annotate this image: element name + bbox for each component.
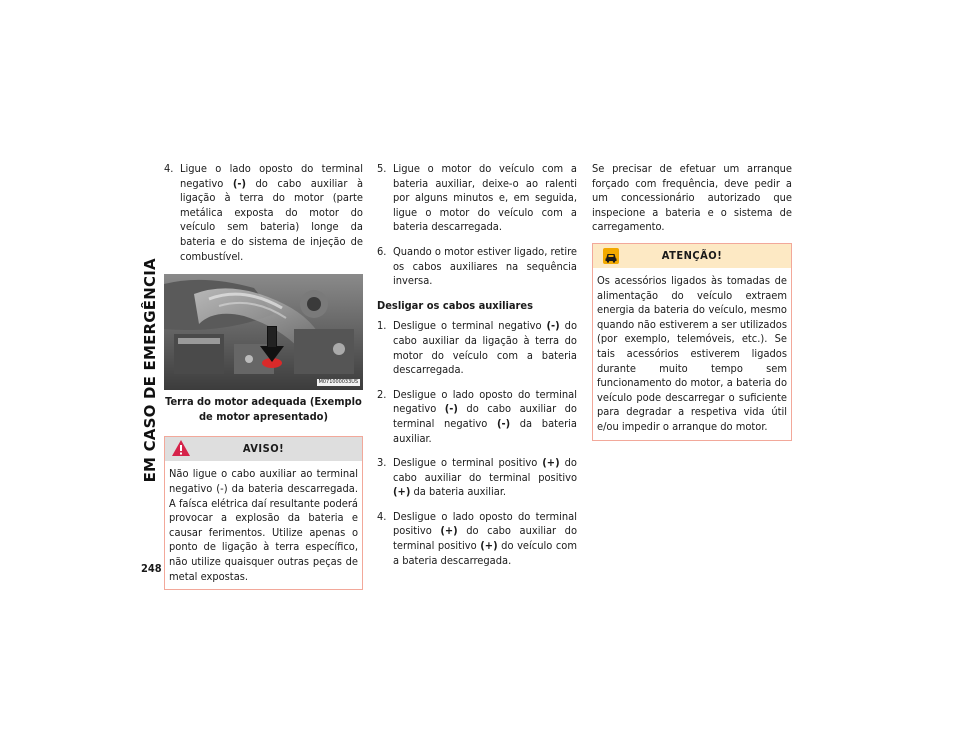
engine-photo-illustration [164, 274, 363, 390]
list-item [377, 510, 577, 568]
atencao-header [593, 244, 791, 268]
atencao-caution-box [592, 243, 792, 441]
aviso-title: AVISO! [242, 442, 285, 456]
column-2 [377, 162, 577, 578]
list-item [377, 162, 577, 235]
list-item [164, 162, 363, 264]
atencao-title: ATENÇÃO! [661, 248, 723, 262]
step-number: 6. [377, 244, 387, 258]
aviso-body: Não ligue o cabo auxiliar ao terminal negativo (-) da bateria descarregada. A faísca elétrica daí resultante poderá provocar a explosão da bateria e causar ferimentos. Utilize apenas o ponto de ligação à terra específico, não utilize quaisquer outras peças de metal expostas. [169, 467, 358, 583]
step-list [377, 162, 577, 289]
step-text: Quando o motor estiver ligado, retire os cabos auxiliares na sequência inversa. [393, 244, 577, 288]
list-item [377, 319, 577, 377]
step-text: Desligue o lado oposto do terminal positivo (+) do cabo auxiliar do terminal positivo (+) do veículo com a bateria descarregada. [393, 509, 577, 567]
engine-ground-photo [164, 274, 363, 390]
vehicle-caution-icon [603, 248, 619, 273]
page-number: 248 [141, 562, 162, 575]
step-text: Desligue o terminal positivo (+) do cabo auxiliar do terminal positivo (+) da bateria auxiliar. [393, 456, 577, 499]
aviso-warning-box [164, 436, 363, 590]
figure-code: M071000033US [318, 379, 358, 386]
section-tab [139, 170, 161, 570]
section-tab-label: EM CASO DE EMERGÊNCIA [140, 257, 159, 483]
step-text: Ligue o lado oposto do terminal negativo (-) do cabo auxiliar à ligação à terra do motor (parte metálica exposta do motor do veículo sem bateria) longe da bateria e do sistema de injeção de combustível. [180, 162, 364, 263]
list-item [377, 245, 577, 289]
step-text: Desligue o lado oposto do terminal negativo (-) do cabo auxiliar do terminal negativo (-) da bateria auxiliar. [393, 387, 577, 445]
step-number: 1. [377, 319, 387, 333]
warning-triangle-icon [171, 439, 191, 466]
list-item [377, 388, 577, 446]
step-number: 4. [164, 162, 174, 175]
intro-paragraph: Se precisar de efetuar um arranque forçado com frequência, deve pedir a um concessionário autorizado que inspecione a bateria e o sistema de carregamento. [592, 162, 792, 234]
step-number: 4. [377, 509, 387, 523]
list-item [377, 456, 577, 500]
step-list-continued [164, 162, 363, 264]
step-number: 3. [377, 456, 387, 470]
step-text: Desligue o terminal negativo (-) do cabo auxiliar da ligação à terra do motor do veículo com a bateria descarregada. [393, 319, 577, 377]
atencao-body: Os acessórios ligados às tomadas de alimentação do veículo extraem energia da bateria do veículo, mesmo quando não estiverem a ser utilizados (por exemplo, telemóveis, etc.). Se tais acessórios estiverem ligados durante muito tempo sem funcionamento do motor, a bateria do veículo pode descarregar o suficiente para degradar a respetiva vida útil e/ou impedir o arranque do motor. [597, 273, 787, 433]
section-subheading: Desligar os cabos auxiliares [377, 298, 534, 312]
column-3 [592, 162, 792, 441]
step-text: Ligue o motor do veículo com a bateria auxiliar, deixe-o ao ralenti por alguns minutos e, em seguida, ligue o motor do veículo com a bateria descarregada. [393, 162, 577, 234]
disconnect-step-list [377, 319, 577, 568]
step-number: 5. [377, 162, 387, 175]
figure-caption: Terra do motor adequada (Exemplo de motor apresentado) [165, 395, 362, 423]
aviso-header [165, 437, 362, 461]
column-1 [164, 162, 363, 590]
step-number: 2. [377, 387, 387, 401]
